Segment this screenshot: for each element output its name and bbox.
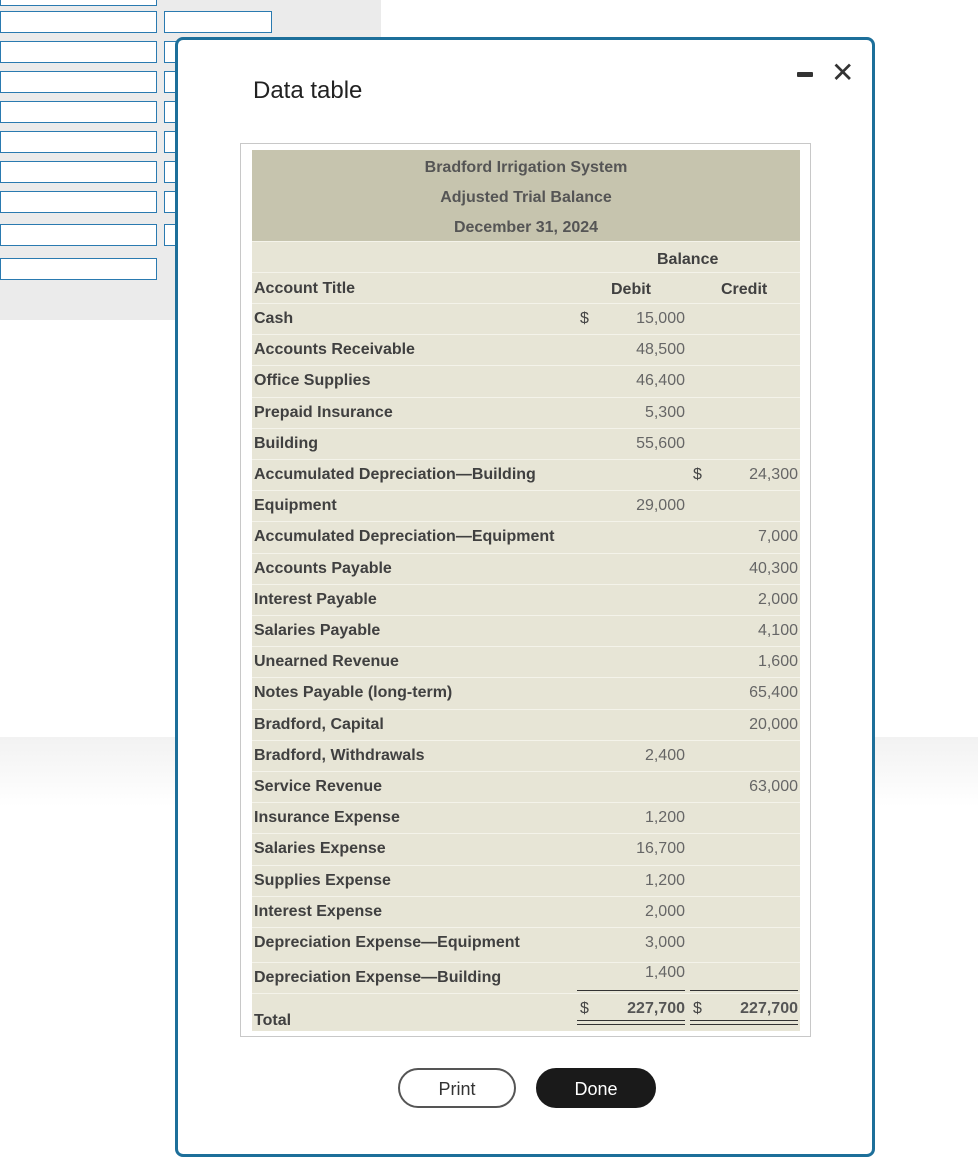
debit-amount: 3,000 — [644, 934, 685, 951]
table-row — [252, 740, 800, 772]
debit-amount: 16,700 — [636, 840, 685, 858]
account-title: Bradford, Capital — [254, 715, 384, 733]
statement-date: December 31, 2024 — [453, 219, 599, 236]
debit-amount: 1,200 — [644, 871, 685, 889]
credit-amount — [710, 304, 798, 334]
debit-amount: 2,000 — [644, 902, 685, 920]
credit-amount — [710, 803, 798, 833]
account-title: Interest Payable — [254, 590, 377, 608]
account-title: Supplies Expense — [254, 871, 391, 889]
table-row — [252, 771, 800, 803]
background-input[interactable] — [0, 11, 157, 33]
data-table-dialog — [175, 37, 875, 1157]
credit-amount: 63,000 — [749, 778, 798, 795]
account-title: Accumulated Depreciation—Building — [254, 466, 536, 483]
table-row — [252, 334, 800, 366]
account-title: Office Supplies — [254, 372, 371, 390]
dialog-title: Data table — [253, 77, 363, 104]
debit-amount — [597, 647, 685, 677]
background-input[interactable] — [0, 131, 157, 153]
account-title: Salaries Payable — [254, 622, 381, 639]
account-title: Accounts Receivable — [254, 341, 415, 359]
account-title: Notes Payable (long-term) — [254, 684, 453, 702]
background-input[interactable] — [0, 191, 157, 213]
table-row — [252, 709, 800, 741]
debit-amount — [597, 554, 685, 584]
account-title: Accumulated Depreciation—Equipment — [254, 528, 555, 546]
table-row — [252, 927, 800, 959]
background-input[interactable] — [0, 71, 157, 93]
table-row — [252, 397, 800, 429]
debit-amount: 1,200 — [644, 809, 685, 827]
total-label: Total — [254, 1012, 292, 1030]
credit-amount — [710, 491, 798, 521]
account-title: Unearned Revenue — [254, 653, 399, 671]
subtotal-rule — [577, 990, 685, 991]
total-double-rule — [577, 1020, 685, 1025]
debit-amount: 55,600 — [636, 434, 685, 452]
account-title: Building — [254, 434, 318, 452]
account-title: Service Revenue — [254, 778, 383, 795]
credit-amount: 20,000 — [749, 715, 798, 733]
account-title: Interest Expense — [254, 902, 383, 920]
total-row — [252, 993, 800, 1034]
done-button[interactable]: Done — [536, 1068, 656, 1108]
credit-amount: 2,000 — [757, 590, 798, 608]
table-row — [252, 677, 800, 709]
credit-amount — [710, 366, 798, 396]
account-title: Equipment — [254, 497, 337, 515]
account-title: Depreciation Expense—Building — [254, 969, 502, 987]
debit-amount: 2,400 — [644, 746, 685, 764]
background-input[interactable] — [0, 101, 157, 123]
total-debit: 227,700 — [627, 1000, 685, 1018]
account-title: Accounts Payable — [254, 559, 392, 577]
credit-amount — [710, 897, 798, 927]
table-row — [252, 615, 800, 647]
credit-amount — [710, 741, 798, 771]
account-title: Insurance Expense — [254, 809, 400, 827]
table-row — [252, 833, 800, 865]
currency-symbol: $ — [580, 1000, 589, 1018]
table-row — [252, 490, 800, 522]
total-double-rule — [690, 1020, 798, 1025]
credit-amount: 1,600 — [757, 653, 798, 671]
table-row — [252, 646, 800, 678]
credit-header: Credit — [721, 281, 768, 298]
subtotal-rule — [690, 990, 798, 991]
table-row — [252, 865, 800, 897]
debit-amount: 46,400 — [636, 372, 685, 390]
table-row — [252, 459, 800, 491]
account-title: Bradford, Withdrawals — [254, 746, 425, 764]
credit-amount — [710, 398, 798, 428]
account-title-header: Account Title — [254, 280, 356, 297]
column-header-row — [252, 272, 800, 304]
table-body — [252, 150, 800, 1031]
debit-amount — [597, 460, 685, 490]
table-header-block — [252, 150, 800, 241]
credit-amount — [710, 963, 798, 993]
credit-amount: 24,300 — [749, 466, 798, 483]
credit-amount — [710, 429, 798, 459]
debit-amount — [597, 616, 685, 646]
table-row — [252, 896, 800, 928]
currency-symbol: $ — [580, 310, 589, 327]
background-input[interactable] — [0, 258, 157, 280]
debit-amount: 5,300 — [644, 403, 685, 421]
table-row — [252, 553, 800, 585]
company-name: Bradford Irrigation System — [424, 159, 628, 176]
credit-amount — [710, 834, 798, 864]
table-row — [252, 584, 800, 616]
table-row — [252, 365, 800, 397]
debit-amount — [597, 772, 685, 802]
print-button[interactable]: Print — [398, 1068, 516, 1108]
debit-amount: 29,000 — [636, 497, 685, 515]
table-row — [252, 802, 800, 834]
table-row — [252, 303, 800, 335]
background-input[interactable] — [0, 0, 157, 6]
minimize-icon[interactable] — [797, 72, 813, 77]
debit-amount — [597, 522, 685, 552]
currency-symbol: $ — [693, 466, 702, 483]
debit-amount — [597, 585, 685, 615]
trial-balance-table — [240, 143, 811, 1037]
account-title: Prepaid Insurance — [254, 403, 393, 421]
statement-name: Adjusted Trial Balance — [440, 189, 612, 206]
debit-amount: 48,500 — [636, 341, 685, 359]
table-row — [252, 521, 800, 553]
debit-amount: 15,000 — [636, 310, 685, 327]
background-input[interactable] — [0, 41, 157, 63]
credit-amount: 65,400 — [749, 684, 798, 702]
credit-amount — [710, 928, 798, 958]
background-input[interactable] — [0, 224, 157, 246]
debit-amount: 1,400 — [644, 964, 685, 982]
table-row — [252, 428, 800, 460]
account-title: Depreciation Expense—Equipment — [254, 934, 520, 951]
debit-header: Debit — [611, 281, 651, 298]
balance-header-row — [252, 241, 800, 273]
credit-amount — [710, 866, 798, 896]
close-icon[interactable]: ✕ — [831, 56, 855, 89]
credit-amount: 4,100 — [757, 622, 798, 639]
credit-amount — [710, 335, 798, 365]
credit-amount: 7,000 — [757, 528, 798, 546]
background-input[interactable] — [0, 161, 157, 183]
debit-amount — [597, 678, 685, 708]
balance-header: Balance — [657, 251, 719, 268]
currency-symbol: $ — [693, 1000, 702, 1018]
total-credit: 227,700 — [740, 1000, 798, 1018]
credit-amount: 40,300 — [749, 559, 798, 577]
background-input[interactable] — [164, 11, 272, 33]
debit-amount — [597, 710, 685, 740]
account-title: Salaries Expense — [254, 840, 386, 858]
account-title: Cash — [254, 310, 294, 327]
